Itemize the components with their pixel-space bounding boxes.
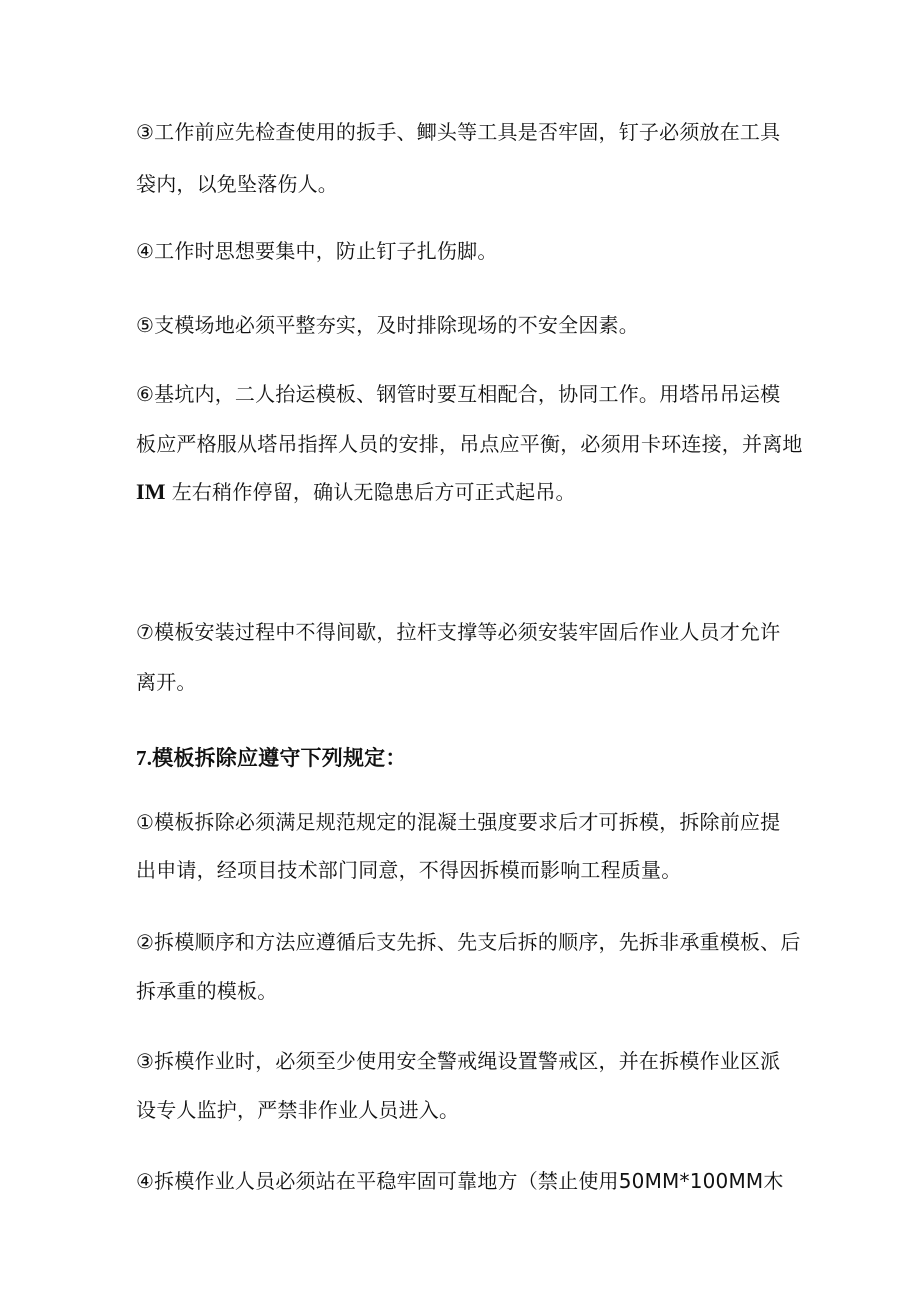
item-4-line-1: ④工作时思想要集中，防止钉子扎伤脚。 bbox=[136, 239, 498, 263]
item-5-line-1: ⑤支模场地必须平整夯实，及时排除现场的不安全因素。 bbox=[136, 313, 639, 337]
item-7-line-1: ⑦模板安装过程中不得间歇，拉杆支撑等必须安装牢固后作业人员才允许 bbox=[136, 620, 781, 644]
section-7-heading: 7.模板拆除应遵守下列规定： bbox=[136, 746, 407, 770]
removal-item-2-line-1: ②拆模顺序和方法应遵循后支先拆、先支后拆的顺序，先拆非承重模板、后 bbox=[136, 930, 801, 954]
item-3-line-1: ③工作前应先检查使用的扳手、鲫头等工具是否牢固，钉子必须放在工具 bbox=[136, 120, 781, 144]
item-6-line-2: 板应严格服从塔吊指挥人员的安排，吊点应平衡，必须用卡环连接，并离地 bbox=[136, 432, 803, 456]
removal-item-2-line-2: 拆承重的模板。 bbox=[136, 979, 278, 1003]
removal-item-4-line-1: ④拆模作业人员必须站在平稳牢固可靠地方（禁止使用50MM*100MM木 bbox=[136, 1169, 784, 1193]
item-6-line-3-text: 左右稍作停留，确认无隐患后方可正式起吊。 bbox=[171, 480, 576, 504]
item-6-line-3 bbox=[136, 478, 796, 506]
removal-item-3-line-1: ③拆模作业时，必须至少使用安全警戒绳设置警戒区，并在拆模作业区派 bbox=[136, 1049, 781, 1073]
removal-item-1-line-1: ①模板拆除必须满足规范规定的混凝土强度要求后才可拆模，拆除前应提 bbox=[136, 810, 781, 834]
item-7-line-2: 离开。 bbox=[136, 670, 197, 694]
removal-item-1-line-2: 出申请，经项目技术部门同意，不得因拆模而影响工程质量。 bbox=[136, 858, 682, 882]
item-6-unit-prefix: IM bbox=[136, 479, 166, 504]
removal-item-3-line-2: 设专人监护，严禁非作业人员进入。 bbox=[136, 1098, 460, 1122]
item-3-line-2: 袋内，以免坠落伤人。 bbox=[136, 172, 338, 196]
item-6-line-1: ⑥基坑内，二人抬运模板、钢管时要互相配合，协同工作。用塔吊吊运模 bbox=[136, 382, 781, 406]
